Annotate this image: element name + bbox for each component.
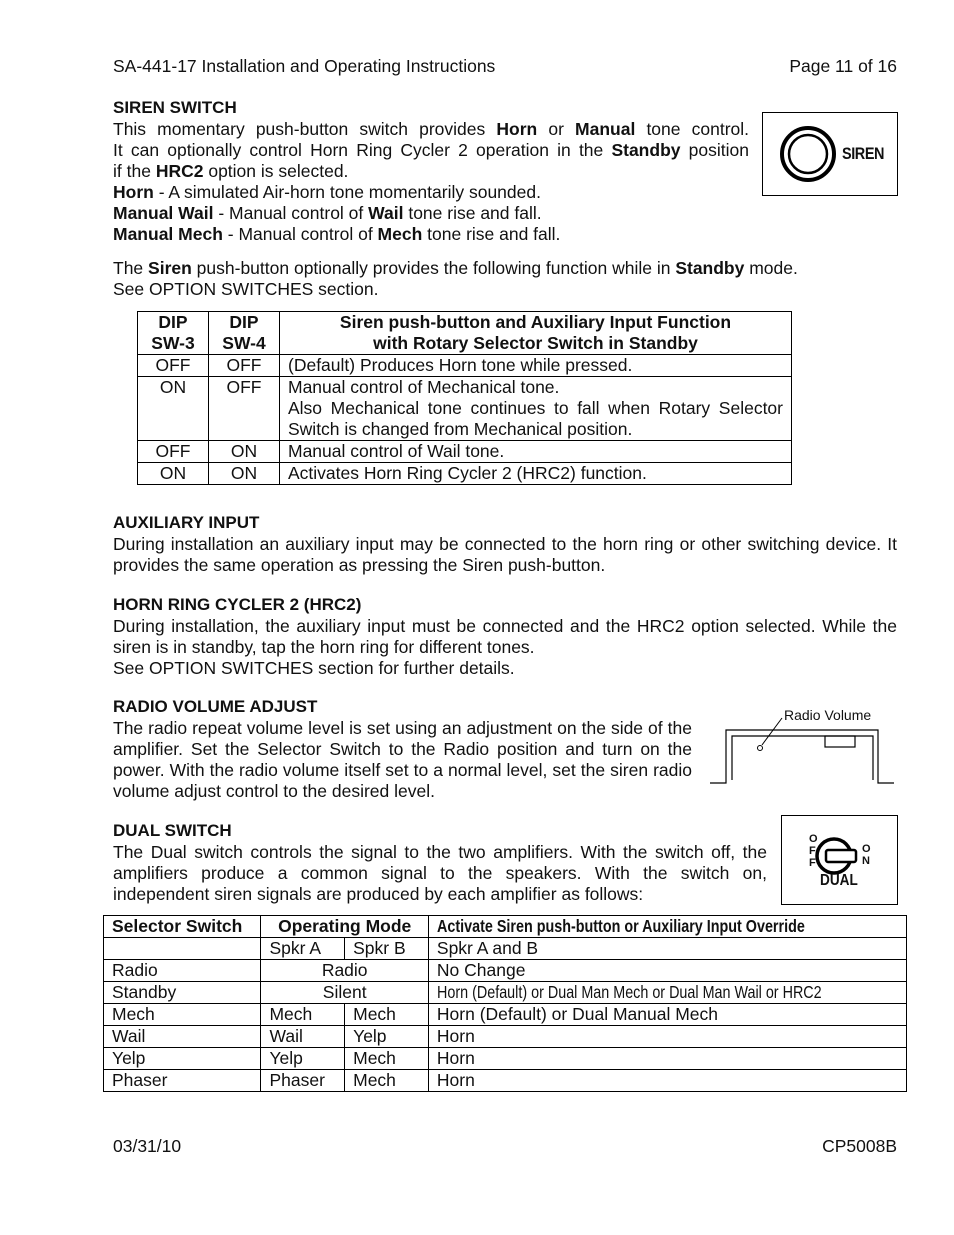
hrc2-see-also: See OPTION SWITCHES section for further details.: [113, 658, 515, 678]
aux-input-heading: AUXILIARY INPUT: [113, 513, 260, 532]
aux-input-text: During installation an auxiliary input may be connected to the horn ring or other switching device. It provides the same operation as pressing the Siren push-button.: [113, 534, 897, 575]
mode-table-subheader: [104, 938, 907, 960]
table-row: [104, 1070, 907, 1092]
dip-sw4-cell: ON: [209, 463, 280, 485]
dip-sw4-cell: OFF: [209, 377, 280, 441]
siren-switch-line-3: if the HRC2 option is selected.: [113, 161, 349, 181]
spkr-a-cell: Wail: [261, 1026, 345, 1048]
spkr-b-cell: Yelp: [345, 1026, 429, 1048]
table-row: [104, 1026, 907, 1048]
radio-volume-label: Radio Volume: [784, 707, 872, 723]
mode-cell: Silent: [261, 982, 428, 1004]
siren-switch-line-2: It can optionally control Horn Ring Cycler 2 operation in the Standby position: [113, 140, 749, 160]
subheader-spkr-ab: Spkr A and B: [428, 938, 906, 960]
hrc2-text: During installation, the auxiliary input must be connected and the HRC2 option selected. While the siren is in standby, tap the horn ring for different tones.: [113, 616, 897, 657]
override-cell: Horn: [428, 1070, 906, 1092]
spkr-b-cell: Mech: [345, 1048, 429, 1070]
dual-switch-illustration: [781, 815, 898, 905]
spkr-a-cell: Phaser: [261, 1070, 345, 1092]
operating-mode-table: [103, 915, 907, 1092]
table-row: [138, 355, 792, 377]
header-operating-mode: Operating Mode: [261, 916, 428, 938]
dip-function-cell: Manual control of Wail tone.: [280, 441, 792, 463]
manual-wail-definition: Manual Wail - Manual control of Wail tone rise and fall.: [113, 203, 542, 223]
dip-sw3-cell: OFF: [138, 441, 209, 463]
dip-function-cell: Activates Horn Ring Cycler 2 (HRC2) function.: [280, 463, 792, 485]
table-row: [104, 982, 907, 1004]
spkr-b-cell: Mech: [345, 1004, 429, 1026]
dip-sw4-cell: OFF: [209, 355, 280, 377]
dual-switch-text: The Dual switch controls the signal to the two amplifiers. With the switch off, the amplifiers produce a common signal to the speakers. With the switch on, independent siren signals are produced by each amplifier as follows:: [113, 842, 767, 904]
siren-button-illustration: [762, 112, 898, 196]
spkr-b-cell: Mech: [345, 1070, 429, 1092]
dip-sw3-cell: OFF: [138, 355, 209, 377]
subheader-empty: [104, 938, 261, 960]
spkr-a-cell: Yelp: [261, 1048, 345, 1070]
header-selector-switch: Selector Switch: [104, 916, 261, 938]
override-cell: Horn: [428, 1048, 906, 1070]
table-row: [138, 377, 792, 441]
dip-sw4-cell: ON: [209, 441, 280, 463]
selector-cell: Wail: [104, 1026, 261, 1048]
footer-date: 03/31/10: [113, 1136, 182, 1156]
dip-sw3-cell: ON: [138, 377, 209, 441]
standby-intro-line-2: See OPTION SWITCHES section.: [113, 279, 379, 299]
dual-on-label: O N: [862, 843, 871, 867]
table-row: [138, 463, 792, 485]
horn-definition: Horn - A simulated Air-horn tone momentarily sounded.: [113, 182, 541, 202]
selector-cell: Mech: [104, 1004, 261, 1026]
radio-volume-text: The radio repeat volume level is set using an adjustment on the side of the amplifier. Set the Selector Switch to the Radio position and turn on the power. With the radio volume itself set to a normal level, set the siren radio volume adjust control to the desired level.: [113, 718, 692, 801]
radio-volume-diagram: [710, 700, 900, 790]
mode-table-header: [104, 916, 907, 938]
selector-cell: Yelp: [104, 1048, 261, 1070]
dip-table-header: [138, 312, 792, 355]
header-left: SA-441-17 Installation and Operating Instructions: [113, 56, 496, 76]
table-row: [104, 1004, 907, 1026]
override-cell: Horn (Default) or Dual Manual Mech: [428, 1004, 906, 1026]
radio-volume-heading: RADIO VOLUME ADJUST: [113, 697, 318, 716]
header-page-number: Page 11 of 16: [789, 56, 897, 76]
subheader-spkr-a: Spkr A: [261, 938, 345, 960]
selector-cell: Phaser: [104, 1070, 261, 1092]
table-row: [138, 441, 792, 463]
dual-switch-heading: DUAL SWITCH: [113, 821, 232, 840]
siren-switch-line-1: This momentary push-button switch provides Horn or Manual tone control.: [113, 119, 750, 139]
subheader-spkr-b: Spkr B: [345, 938, 429, 960]
dip-header-sw3: DIP SW-3: [138, 312, 209, 355]
table-row: [104, 960, 907, 982]
selector-cell: Standby: [104, 982, 261, 1004]
siren-switch-body: [113, 119, 749, 245]
mode-cell: Radio: [261, 960, 428, 982]
dip-switch-table: [137, 311, 792, 485]
siren-switch-heading: SIREN SWITCH: [113, 98, 237, 117]
footer-doc-id: CP5008B: [822, 1136, 897, 1156]
dip-function-cell: (Default) Produces Horn tone while pressed.: [280, 355, 792, 377]
dip-header-sw4: DIP SW-4: [209, 312, 280, 355]
standby-intro-line-1: The Siren push-button optionally provides the following function while in Standby mode.: [113, 258, 798, 278]
dip-sw3-cell: ON: [138, 463, 209, 485]
dip-header-function: Siren push-button and Auxiliary Input Function with Rotary Selector Switch in Standby: [280, 312, 792, 355]
dual-off-label: O F F: [809, 833, 818, 869]
dip-function-cell: Manual control of Mechanical tone. Also Mechanical tone continues to fall when Rotary Selector Switch is changed from Mechanical position.: [280, 377, 792, 441]
hrc2-heading: HORN RING CYCLER 2 (HRC2): [113, 595, 362, 614]
standby-intro: [113, 258, 798, 300]
dual-switch-label: DUAL: [820, 872, 858, 889]
dual-switch-icon: [782, 816, 897, 904]
selector-cell: Radio: [104, 960, 261, 982]
override-cell: Horn (Default) or Dual Man Mech or Dual Man Wail or HRC2: [428, 982, 906, 1004]
siren-button-label: SIREN: [842, 144, 885, 163]
override-cell: No Change: [428, 960, 906, 982]
table-row: [104, 1048, 907, 1070]
spkr-a-cell: Mech: [261, 1004, 345, 1026]
header-override: Activate Siren push-button or Auxiliary Input Override: [428, 916, 906, 938]
manual-mech-definition: Manual Mech - Manual control of Mech tone rise and fall.: [113, 224, 561, 244]
override-cell: Horn: [428, 1026, 906, 1048]
